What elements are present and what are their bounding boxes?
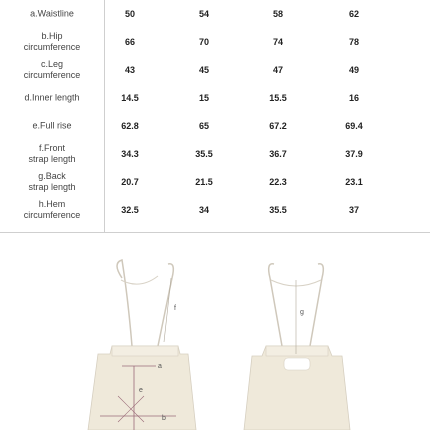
measurement-value: 65 [198, 121, 209, 131]
table-row [0, 196, 430, 224]
back-left-strap [269, 264, 282, 346]
back-view [244, 264, 350, 430]
measurement-value: 14.5 [121, 93, 139, 103]
measurement-value: 37 [348, 205, 359, 215]
front-shoulder-line [121, 276, 158, 284]
back-waistband [266, 346, 328, 356]
measurement-value: 58 [272, 9, 283, 19]
measurement-label: c.Leg circumference [23, 59, 81, 80]
measurement-value: 35.5 [195, 149, 213, 159]
measurement-value: 45 [198, 65, 209, 75]
measurement-value: 62.8 [121, 121, 139, 131]
measurement-value: 34 [198, 205, 209, 215]
garment-diagram [0, 258, 430, 430]
measurement-value: 34.3 [121, 149, 139, 159]
front-left-strap [117, 260, 132, 346]
front-label-f: f [174, 305, 176, 312]
measurement-value: 21.5 [195, 177, 213, 187]
table-row [0, 112, 430, 140]
table-row [0, 140, 430, 168]
measurement-label: a.Waistline [30, 8, 74, 19]
measurement-value: 22.3 [269, 177, 287, 187]
measurement-value: 78 [348, 37, 359, 47]
front-label-e: e [139, 387, 143, 394]
front-right-strap [158, 264, 173, 346]
front-waistband [112, 346, 178, 356]
measurement-value: 35.5 [269, 205, 287, 215]
measurement-value: 23.1 [345, 177, 363, 187]
measurement-value: 69.4 [345, 121, 363, 131]
measurement-value: 16 [348, 93, 359, 103]
measurement-label: g.Back strap length [28, 171, 76, 192]
measurement-label: e.Full rise [32, 120, 72, 131]
measurement-label: h.Hem circumference [23, 199, 81, 220]
table-row [0, 0, 430, 28]
measurement-value: 50 [124, 9, 135, 19]
measurement-value: 43 [124, 65, 135, 75]
front-label-a: a [158, 363, 162, 370]
table-row [0, 56, 430, 84]
back-right-strap [310, 264, 323, 346]
measurement-value: 74 [272, 37, 283, 47]
back-cutout [284, 358, 310, 370]
measurement-value: 70 [198, 37, 209, 47]
measurement-value: 66 [124, 37, 135, 47]
measurement-value: 32.5 [121, 205, 139, 215]
measurement-value: 62 [348, 9, 359, 19]
measurement-value: 20.7 [121, 177, 139, 187]
measurement-value: 49 [348, 65, 359, 75]
front-view [88, 260, 196, 430]
measurement-value: 15.5 [269, 93, 287, 103]
measurement-value: 54 [198, 9, 209, 19]
measurement-value: 67.2 [269, 121, 287, 131]
measurement-label: f.Front strap length [28, 143, 76, 164]
back-label-g: g [300, 309, 304, 316]
measurement-value: 36.7 [269, 149, 287, 159]
measurement-value: 47 [272, 65, 283, 75]
table-row [0, 28, 430, 56]
table-row [0, 168, 430, 196]
table-row [0, 84, 430, 112]
measurement-value: 15 [198, 93, 209, 103]
table-bottom-line [0, 232, 430, 233]
measurement-label: b.Hip circumference [23, 31, 81, 52]
front-label-b: b [162, 415, 166, 422]
measurement-value: 37.9 [345, 149, 363, 159]
measurement-label: d.Inner length [24, 92, 80, 103]
